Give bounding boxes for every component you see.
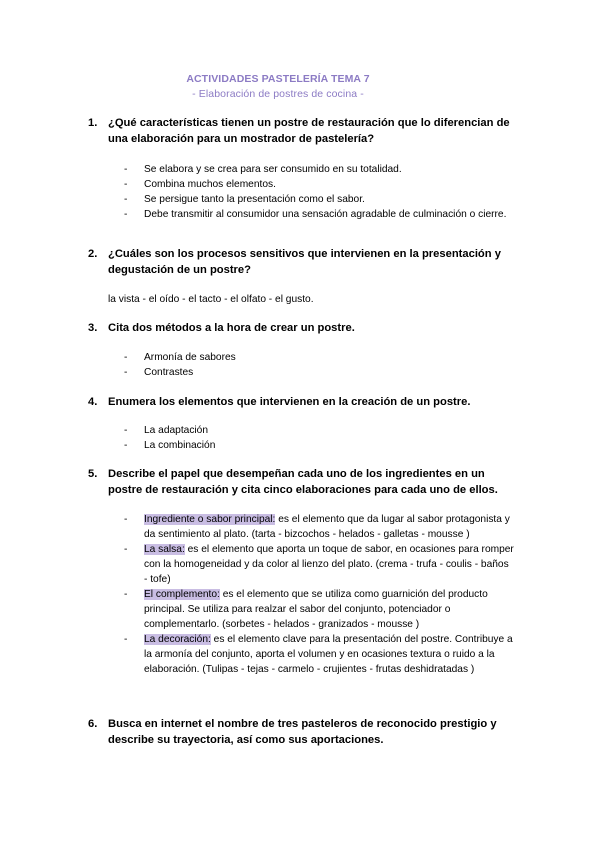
page-subtitle: - Elaboración de postres de cocina - bbox=[192, 88, 364, 100]
question-text: Busca en internet el nombre de tres pasteleros de reconocido prestigio y describe su trayectoria, así como sus aportaciones. bbox=[108, 718, 497, 746]
answer-text-2: la vista - el oído - el tacto - el olfato - el gusto. bbox=[108, 294, 314, 305]
list-item: - Debe transmitir al consumidor una sensación agradable de culminación o cierre. bbox=[124, 209, 507, 220]
answer-list-4 bbox=[124, 423, 514, 453]
question-text: ¿Cuáles son los procesos sensitivos que intervienen en la presentación y degustación de un postre? bbox=[108, 248, 501, 276]
answer-list-5 bbox=[124, 512, 514, 677]
question-text: ¿Qué características tienen un postre de restauración que lo diferencian de una elaboración para un mostrador de pastelería? bbox=[108, 117, 510, 145]
question-number: 2. bbox=[88, 248, 98, 260]
highlighted-term: La salsa: bbox=[144, 544, 185, 555]
list-item: - Ingrediente o sabor principal: es el elemento que da lugar al sabor protagonista y da sentimiento al plato. (tarta - bizcochos - helados - galletas - mousse ) bbox=[124, 514, 510, 540]
list-item: - La decoración: es el elemento clave para la presentación del postre. Contribuye a la armonía del conjunto, aporta el volumen y en ocasiones textura o ruido a la elaboración. (Tulipas - tejas - carmelo - crujientes - frutas deshidratadas ) bbox=[124, 634, 513, 675]
question-number: 1. bbox=[88, 117, 98, 129]
list-item: - La salsa: es el elemento que aporta un toque de sabor, en ocasiones para romper con la homogeneidad y da color al lienzo del plato. (crema - trufa - coulis - baños - tofe) bbox=[124, 544, 514, 585]
question-text: Cita dos métodos a la hora de crear un postre. bbox=[108, 322, 355, 334]
list-item: - Contrastes bbox=[124, 367, 194, 378]
list-item: - Se elabora y se crea para ser consumido en su totalidad. bbox=[124, 164, 402, 175]
question-text: Enumera los elementos que intervienen en la creación de un postre. bbox=[108, 396, 471, 408]
question-number: 4. bbox=[88, 396, 98, 408]
highlighted-term: El complemento: bbox=[144, 589, 220, 600]
list-item: - El complemento: es el elemento que se utiliza como guarnición del producto principal. Se utiliza para realzar el sabor del conjunto, potenciador o complementarlo. (sorbetes - helados - granizados - mousse ) bbox=[124, 589, 488, 630]
answer-list-3 bbox=[124, 350, 514, 380]
list-item: - Armonía de sabores bbox=[124, 352, 236, 363]
highlighted-term: La decoración: bbox=[144, 634, 211, 645]
question-number: 6. bbox=[88, 718, 98, 730]
highlighted-term: Ingrediente o sabor principal: bbox=[144, 514, 276, 525]
list-item: - La adaptación bbox=[124, 425, 209, 436]
list-item: - Combina muchos elementos. bbox=[124, 179, 276, 190]
question-text: Describe el papel que desempeñan cada uno de los ingredientes en un postre de restauración y cita cinco elaboraciones para cada uno de ellos. bbox=[108, 468, 498, 496]
answer-list-1 bbox=[124, 162, 514, 222]
question-number: 3. bbox=[88, 322, 98, 334]
list-item: - La combinación bbox=[124, 440, 216, 451]
list-item: - Se persigue tanto la presentación como el sabor. bbox=[124, 194, 365, 205]
page-title: ACTIVIDADES PASTELERÍA TEMA 7 bbox=[186, 73, 370, 85]
question-number: 5. bbox=[88, 468, 98, 480]
